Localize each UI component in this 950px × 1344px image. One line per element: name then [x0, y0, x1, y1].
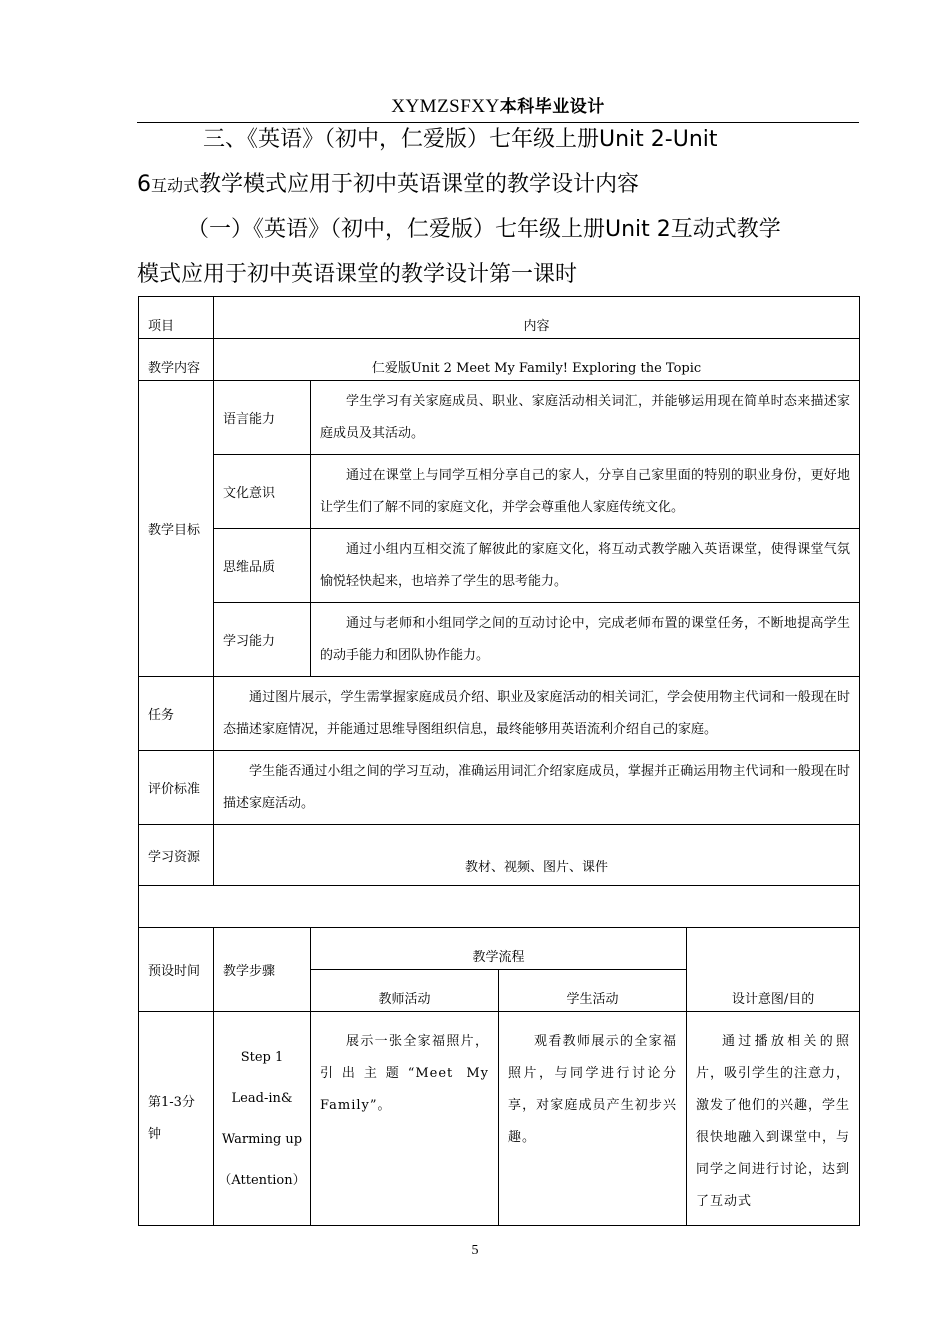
- table-row-evaluation: [139, 751, 860, 825]
- cell-goal-name: 语言能力: [214, 381, 311, 455]
- step-line: （Attention）: [218, 1172, 306, 1188]
- table-row-goal: [139, 529, 860, 603]
- step-line: Step 1: [240, 1049, 284, 1065]
- table-row-goal: [139, 381, 860, 455]
- section-heading-small: 互动式: [151, 176, 200, 195]
- cell-content-header: 内容: [214, 297, 860, 339]
- cell-time-label: 预设时间: [139, 928, 214, 1012]
- section-heading-rest: 教学模式应用于初中英语课堂的教学设计内容: [199, 172, 640, 197]
- step-line: Warming up: [221, 1131, 303, 1147]
- cell-resources-text: 教材、视频、图片、课件: [214, 825, 860, 886]
- cell-resources-label: 学习资源: [139, 825, 214, 886]
- section-heading: [137, 117, 859, 208]
- section-heading-line1: 三、《英语》（初中，仁爱版）七年级上册Unit 2-Unit: [203, 127, 718, 152]
- cell-goal-text: 通过在课堂上与同学互相分享自己的家人，分享自己家里面的特别的职业身份，更好地让学生们了解不同的家庭文化，并学会尊重他人家庭传统文化。: [311, 455, 860, 529]
- cell-empty: [139, 886, 860, 928]
- cell-goal-text: 通过小组内互相交流了解彼此的家庭文化，将互动式教学融入英语课堂，使得课堂气氛愉悦轻快起来，也培养了学生的思考能力。: [311, 529, 860, 603]
- table-row-goal: [139, 455, 860, 529]
- header-label: 本科毕业设计: [499, 97, 605, 117]
- lesson-plan-table: [138, 296, 860, 1226]
- cell-step-time: 第1-3分钟: [139, 1012, 214, 1226]
- subsection-heading: [137, 207, 859, 297]
- cell-task-text: 通过图片展示，学生需掌握家庭成员介绍、职业及家庭活动的相关词汇，学会使用物主代词和一般现在时态描述家庭情况，并能通过思维导图组织信息，最终能够用英语流利介绍自己的家庭。: [214, 677, 860, 751]
- table-row-resources: [139, 825, 860, 886]
- cell-step-name: [214, 1012, 311, 1226]
- table-row-step: [139, 1012, 860, 1226]
- cell-step-label: 教学步骤: [214, 928, 311, 1012]
- cell-evaluation-label: 评价标准: [139, 751, 214, 825]
- section-heading-line2: [137, 162, 859, 208]
- cell-item-header: 项目: [139, 297, 214, 339]
- cell-goal-name: 学习能力: [214, 603, 311, 677]
- cell-content-value: 仁爱版Unit 2 Meet My Family! Exploring the Topic: [214, 339, 860, 381]
- header-title: [137, 92, 859, 118]
- subsection-heading-line2: 模式应用于初中英语课堂的教学设计第一课时: [137, 262, 578, 287]
- cell-teacher-activity: 展示一张全家福照片，引出主题“Meet My Family”。: [311, 1012, 499, 1226]
- cell-student-label: 学生活动: [499, 970, 687, 1012]
- cell-teacher-label: 教师活动: [311, 970, 499, 1012]
- cell-goal-name: 文化意识: [214, 455, 311, 529]
- cell-student-activity: 观看教师展示的全家福照片，与同学进行讨论分享，对家庭成员产生初步兴趣。: [499, 1012, 687, 1226]
- cell-content-label: 教学内容: [139, 339, 214, 381]
- cell-process-label: 教学流程: [311, 928, 687, 970]
- table-row-spacer: [139, 886, 860, 928]
- cell-goal-text: 学生学习有关家庭成员、职业、家庭活动相关词汇，并能够运用现在简单时态来描述家庭成员及其活动。: [311, 381, 860, 455]
- step-line: Lead-in&: [231, 1090, 293, 1106]
- table-row-task: [139, 677, 860, 751]
- table-header-row: [139, 297, 860, 339]
- header-code: XYMZSFXY: [391, 96, 500, 117]
- cell-goal-text: 通过与老师和小组同学之间的互动讨论中，完成老师布置的课堂任务，不断地提高学生的动手能力和团队协作能力。: [311, 603, 860, 677]
- cell-task-label: 任务: [139, 677, 214, 751]
- section-heading-prefix: 6: [137, 172, 151, 197]
- cell-purpose-label: 设计意图/目的: [687, 928, 860, 1012]
- table-row-content: [139, 339, 860, 381]
- cell-evaluation-text: 学生能否通过小组之间的学习互动，准确运用词汇介绍家庭成员，掌握并正确运用物主代词和一般现在时描述家庭活动。: [214, 751, 860, 825]
- cell-goal-name: 思维品质: [214, 529, 311, 603]
- cell-goals-label: 教学目标: [139, 381, 214, 677]
- cell-design-purpose: 通过播放相关的照片，吸引学生的注意力，激发了他们的兴趣，学生很快地融入到课堂中，与同学之间进行讨论，达到了互动式: [687, 1012, 860, 1226]
- table-row-goal: [139, 603, 860, 677]
- table-row-flow-head: [139, 928, 860, 970]
- page-number: 5: [471, 1243, 479, 1258]
- subsection-heading-line1: （一）《英语》（初中，仁爱版）七年级上册Unit 2互动式教学: [187, 217, 781, 242]
